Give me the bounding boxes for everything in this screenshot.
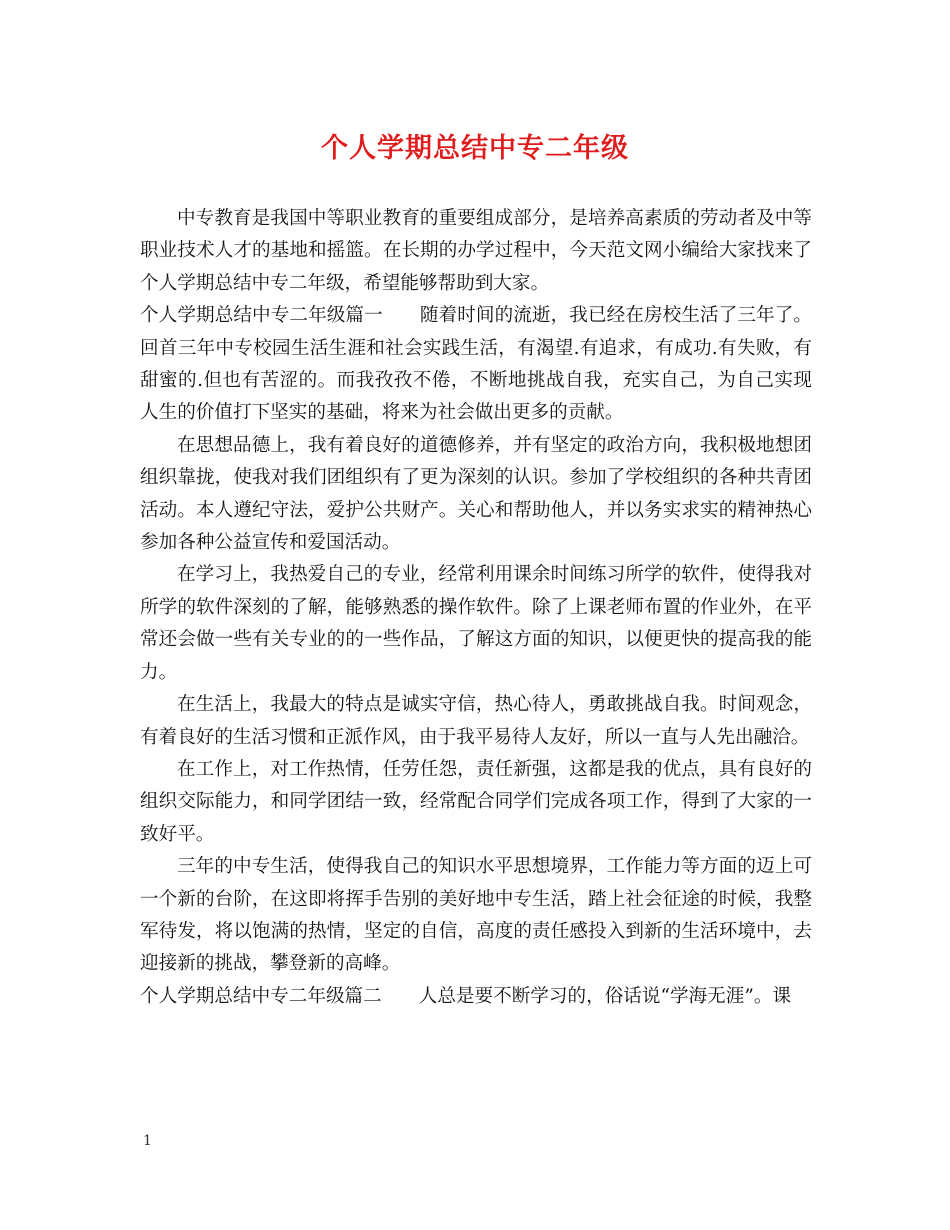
paragraph-ideology: 在思想品德上，我有着良好的道德修养，并有坚定的政治方向，我积极地想团组织靠拢，使我对我们团组织有了更为深刻的认识。参加了学校组织的各种共青团活动。本人遵纪守法，爱护公共财产。关心和帮助他人，并以务实求实的精神热心参加各种公益宣传和爱国活动。 <box>140 434 812 554</box>
section-one-paragraph <box>140 300 812 430</box>
paragraph-conclusion: 三年的中专生活，使得我自己的知识水平思想境界，工作能力等方面的迈上可一个新的台阶，在这即将挥手告别的美好地中专生活，踏上社会征途的时候，我整军待发，将以饱满的热情，坚定的自信，高度的责任感投入到新的生活环境中，去迎接新的挑战，攀登新的高峰。 <box>140 856 812 975</box>
paragraph-work: 在工作上，对工作热情，任劳任怨，责任新强，这都是我的优点，具有良好的组织交际能力，和同学团结一致，经常配合同学们完成各项工作，得到了大家的一致好平。 <box>140 758 812 845</box>
paragraph-life: 在生活上，我最大的特点是诚实守信，热心待人，勇敢挑战自我。时间观念，有着良好的生活习惯和正派作风，由于我平易待人友好，所以一直与人先出融洽。 <box>140 694 812 748</box>
document-body <box>140 203 812 1013</box>
section-one-text: 随着时间的流逝，我已经在房校生活了三年了。回首三年中专校园生活生涯和社会实践生活，有渴望.有追求，有成功.有失败，有甜蜜的.但也有苦涩的。而我孜孜不倦，不断地挑战自我，充实自己，为自己实现人生的价值打下坚实的基础，将来为社会做出更多的贡献。 <box>140 305 812 424</box>
page-number: 1 <box>143 1133 152 1149</box>
section-two-text: 人总是要不断学习的，俗话说“学海无涯”。课 <box>418 985 792 1007</box>
section-two-heading: 个人学期总结中专二年级篇二 <box>140 985 382 1007</box>
section-one-heading: 个人学期总结中专二年级篇一 <box>140 305 383 327</box>
section-two-paragraph <box>140 981 812 1013</box>
intro-paragraph: 中专教育是我国中等职业教育的重要组成部分，是培养高素质的劳动者及中等职业技术人才的基地和摇篮。在长期的办学过程中，今天范文网小编给大家找来了个人学期总结中专二年级，希望能够帮助到大家。 <box>140 208 812 294</box>
document-title: 个人学期总结中专二年级 <box>321 133 629 164</box>
paragraph-study: 在学习上，我热爱自己的专业，经常利用课余时间练习所学的软件，使得我对所学的软件深刻的了解，能够熟悉的操作软件。除了上课老师布置的作业外，在平常还会做一些有关专业的的一些作品，了解这方面的知识，以便更快的提高我的能力。 <box>140 564 812 683</box>
